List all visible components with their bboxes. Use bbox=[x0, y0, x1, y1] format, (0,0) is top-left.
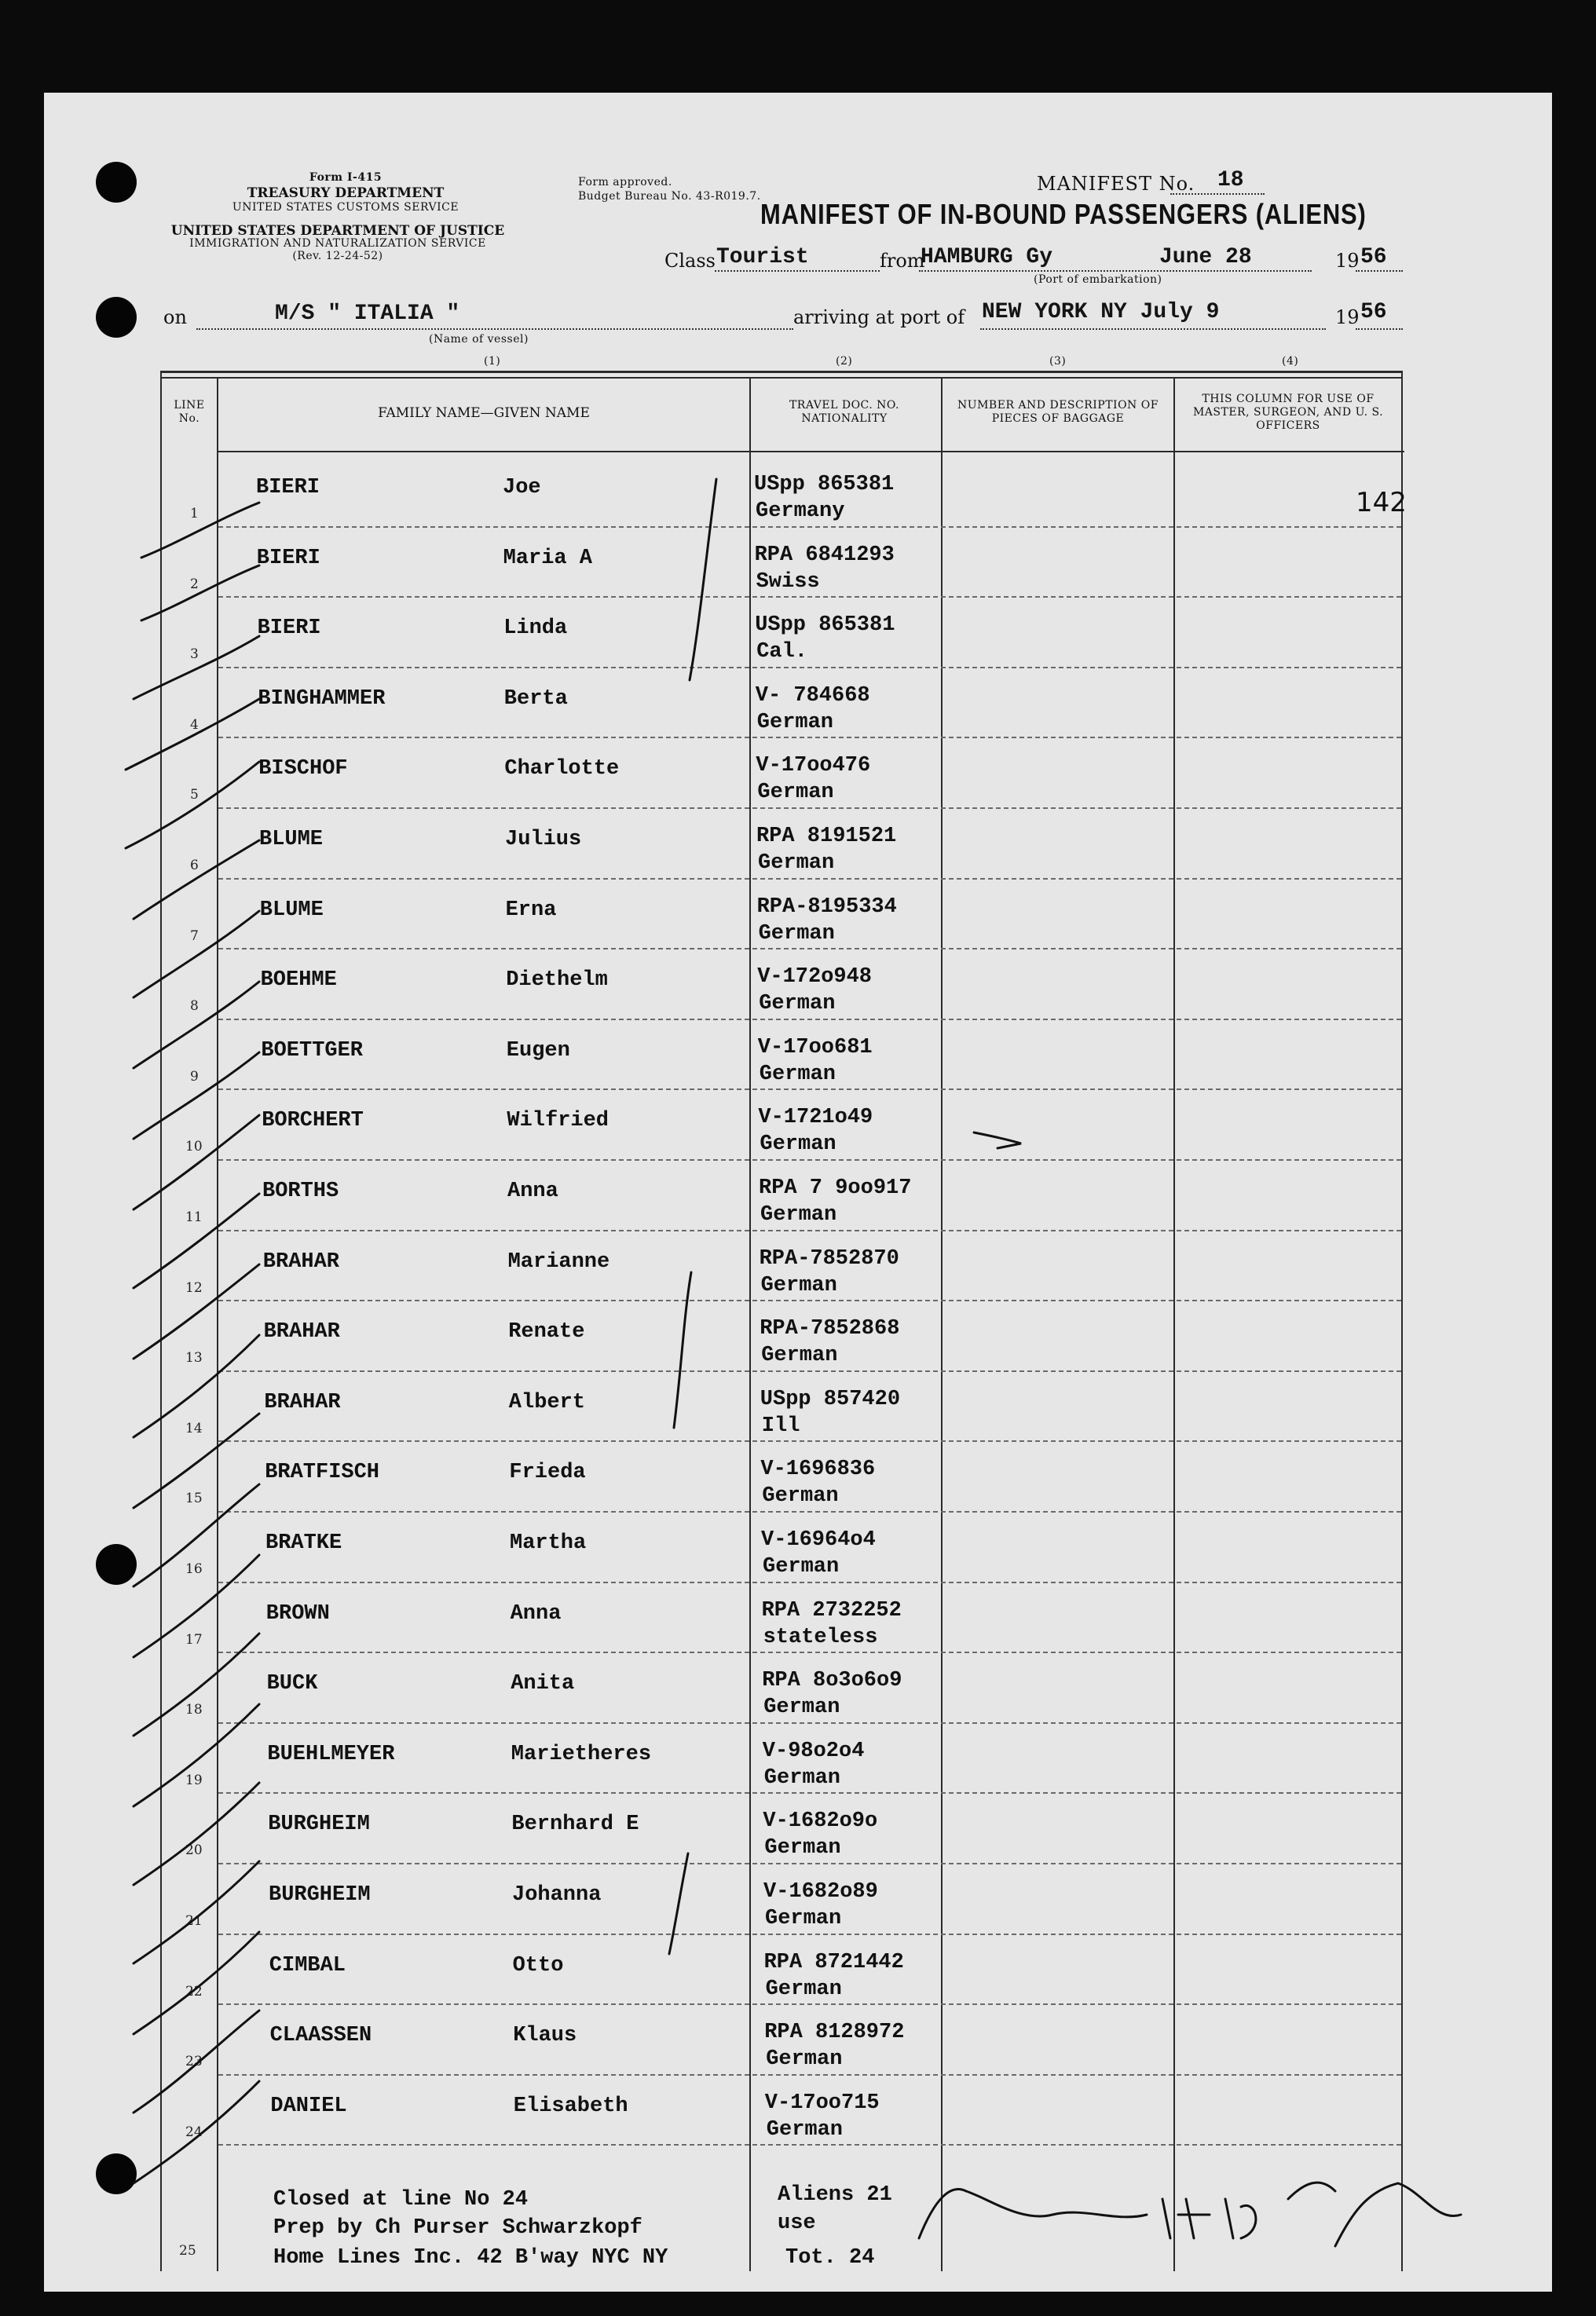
family-name: BRATKE bbox=[265, 1531, 342, 1555]
row-divider bbox=[218, 2144, 1401, 2146]
family-name: BRAHAR bbox=[264, 1390, 341, 1414]
given-name: Elisabeth bbox=[513, 2094, 628, 2118]
family-name: BOEHME bbox=[260, 968, 337, 993]
binder-hole-4 bbox=[96, 2153, 137, 2194]
line-number: 17 bbox=[185, 1631, 203, 1648]
family-name: BOETTGER bbox=[261, 1038, 364, 1063]
family-name: BIERI bbox=[256, 546, 320, 570]
row-divider bbox=[218, 737, 1401, 738]
family-name: BUCK bbox=[266, 1672, 318, 1696]
travel-doc-number: RPA-7852870 bbox=[759, 1246, 899, 1271]
line-number: 2 bbox=[190, 576, 199, 592]
given-name: Charlotte bbox=[504, 757, 620, 781]
travel-doc-number: V-1682o89 bbox=[763, 1880, 878, 1904]
given-name: Berta bbox=[503, 686, 568, 711]
family-name: BINGHAMMER bbox=[258, 686, 386, 711]
year-prefix-2: 19 bbox=[1335, 306, 1360, 328]
prepared-by: Prep by Ch Purser Schwarzkopf bbox=[273, 2216, 642, 2240]
header-name: FAMILY NAME—GIVEN NAME bbox=[378, 405, 590, 421]
travel-doc-number: RPA 8191521 bbox=[756, 825, 897, 848]
line-number: 3 bbox=[190, 646, 199, 663]
line-number: 22 bbox=[185, 1983, 203, 2000]
row-divider bbox=[218, 1863, 1401, 1864]
nationality: German bbox=[757, 781, 834, 805]
given-name: Anita bbox=[511, 1672, 575, 1696]
line-number: 1 bbox=[190, 506, 199, 521]
treasury-dept: TREASURY DEPARTMENT bbox=[247, 185, 445, 201]
row-divider bbox=[218, 526, 1401, 528]
port-embarkation-caption: (Port of embarkation) bbox=[1034, 273, 1162, 286]
row-divider bbox=[218, 1792, 1401, 1794]
line-number: 7 bbox=[190, 927, 199, 944]
travel-doc-number: RPA-7852868 bbox=[760, 1317, 900, 1341]
family-name: BRATFISCH bbox=[265, 1461, 380, 1485]
travel-doc-number: V- 784668 bbox=[755, 683, 870, 708]
manifest-title: MANIFEST OF IN-BOUND PASSENGERS (ALIENS) bbox=[760, 198, 1367, 230]
row-divider bbox=[218, 1230, 1401, 1231]
given-name: Otto bbox=[512, 1953, 564, 1978]
travel-doc-number: RPA 8o3o6o9 bbox=[762, 1669, 902, 1693]
family-name: CIMBAL bbox=[269, 1953, 346, 1978]
officer-note: 142 bbox=[1356, 487, 1407, 518]
given-name: Wilfried bbox=[507, 1109, 609, 1133]
travel-doc-number: USpp 857420 bbox=[760, 1387, 901, 1411]
row-divider bbox=[218, 1300, 1401, 1301]
row-divider bbox=[218, 2074, 1401, 2076]
given-name: Maria A bbox=[503, 546, 593, 570]
travel-doc-number: RPA 2732252 bbox=[761, 1598, 902, 1623]
given-name: Marietheres bbox=[511, 1742, 652, 1766]
given-name: Marianne bbox=[507, 1249, 610, 1274]
header-officers: THIS COLUMN FOR USE OF MASTER, SURGEON, AND U. S. OFFICERS bbox=[1192, 393, 1384, 432]
port-of-embarkation: HAMBURG Gy bbox=[921, 245, 1053, 269]
line-number: 20 bbox=[185, 1842, 203, 1859]
given-name: Klaus bbox=[513, 2024, 577, 2048]
travel-doc-number: USpp 865381 bbox=[754, 473, 895, 496]
line-number: 21 bbox=[185, 1913, 203, 1929]
nationality: Swiss bbox=[756, 569, 820, 594]
row-divider bbox=[218, 1934, 1401, 1935]
nationality: Germany bbox=[756, 499, 845, 523]
port-of-arrival: NEW YORK NY July 9 bbox=[982, 300, 1220, 324]
nationality: German bbox=[766, 2117, 844, 2142]
line-number: 16 bbox=[185, 1561, 203, 1577]
row-divider bbox=[218, 948, 1401, 949]
given-name: Martha bbox=[510, 1531, 587, 1555]
nationality: German bbox=[759, 992, 836, 1016]
embarkation-year: 56 bbox=[1360, 245, 1387, 269]
family-name: BURGHEIM bbox=[268, 1813, 370, 1837]
family-name: BRAHAR bbox=[263, 1320, 340, 1345]
given-name: Johanna bbox=[512, 1883, 602, 1907]
binder-hole-3 bbox=[96, 1544, 137, 1585]
col-num-3: (3) bbox=[1049, 355, 1067, 368]
ins-service: IMMIGRATION AND NATURALIZATION SERVICE bbox=[189, 237, 486, 250]
given-name: Albert bbox=[508, 1390, 586, 1414]
row-divider bbox=[218, 1440, 1401, 1442]
nationality: German bbox=[760, 1132, 836, 1157]
budget-bureau: Budget Bureau No. 43-R019.7. bbox=[578, 190, 761, 203]
line-number: 12 bbox=[185, 1279, 203, 1296]
given-name: Renate bbox=[508, 1320, 585, 1345]
travel-doc-number: RPA 7 9oo917 bbox=[759, 1176, 912, 1200]
family-name: BROWN bbox=[265, 1601, 330, 1626]
nationality: Cal. bbox=[756, 640, 807, 664]
given-name: Anna bbox=[507, 1180, 558, 1203]
travel-doc-number: RPA 8128972 bbox=[764, 2021, 905, 2045]
row-divider bbox=[218, 1088, 1401, 1090]
customs-service: UNITED STATES CUSTOMS SERVICE bbox=[232, 201, 459, 214]
class-value: Tourist bbox=[716, 245, 809, 269]
family-name: BIERI bbox=[256, 476, 320, 499]
line-number: 11 bbox=[185, 1209, 203, 1225]
form-number: Form I-415 bbox=[309, 171, 383, 184]
line-number: 14 bbox=[185, 1420, 203, 1436]
shipping-company: Home Lines Inc. 42 B'way NYC NY bbox=[273, 2246, 668, 2270]
line-number: 18 bbox=[185, 1702, 203, 1718]
line-number: 6 bbox=[190, 858, 199, 873]
nationality: German bbox=[760, 1273, 837, 1297]
line-number: 19 bbox=[185, 1772, 203, 1788]
row-divider bbox=[218, 2003, 1401, 2005]
on-label: on bbox=[163, 306, 187, 328]
col-num-4: (4) bbox=[1282, 355, 1299, 368]
row-divider bbox=[218, 1722, 1401, 1724]
given-name: Eugen bbox=[506, 1038, 570, 1063]
class-label: Class bbox=[664, 250, 716, 272]
binder-hole-1 bbox=[96, 162, 137, 203]
nationality: stateless bbox=[763, 1625, 878, 1649]
family-name: BLUME bbox=[259, 898, 324, 922]
nationality: German bbox=[758, 921, 835, 946]
row-divider bbox=[218, 1370, 1401, 1372]
given-name: Joe bbox=[503, 476, 541, 499]
nationality: German bbox=[763, 1555, 840, 1579]
family-name: BURGHEIM bbox=[269, 1883, 371, 1907]
row-divider bbox=[218, 807, 1401, 809]
line-number: 10 bbox=[185, 1139, 203, 1155]
travel-doc-number: V-17oo681 bbox=[757, 1035, 873, 1059]
nationality: German bbox=[762, 1484, 839, 1509]
line-number-25: 25 bbox=[179, 2243, 196, 2259]
travel-doc-number: V-16964o4 bbox=[761, 1528, 876, 1552]
travel-doc-number: USpp 865381 bbox=[755, 613, 895, 638]
given-name: Bernhard E bbox=[511, 1813, 639, 1837]
nationality: German bbox=[759, 1062, 836, 1086]
row-divider bbox=[218, 1019, 1401, 1020]
use-note: use bbox=[778, 2212, 816, 2235]
vessel-name: M/S " ITALIA " bbox=[275, 302, 460, 326]
nationality: German bbox=[764, 1836, 841, 1860]
manifest-no-label: MANIFEST No. bbox=[1037, 173, 1195, 195]
given-name: Linda bbox=[503, 617, 568, 641]
nationality: Ill bbox=[761, 1414, 800, 1438]
binder-hole-2 bbox=[96, 297, 137, 338]
total-count: Tot. 24 bbox=[785, 2246, 875, 2270]
nationality: German bbox=[766, 2047, 843, 2072]
nationality: German bbox=[763, 1696, 840, 1720]
family-name: BUEHLMEYER bbox=[267, 1742, 395, 1766]
line-number: 15 bbox=[185, 1491, 203, 1507]
embarkation-date: June 28 bbox=[1159, 245, 1252, 269]
nationality: German bbox=[756, 710, 834, 734]
nationality: German bbox=[758, 851, 835, 875]
col-num-2: (2) bbox=[836, 355, 853, 368]
form-approved: Form approved. bbox=[578, 176, 672, 188]
arrival-year: 56 bbox=[1360, 300, 1387, 324]
travel-doc-number: RPA-8195334 bbox=[756, 895, 897, 919]
travel-doc-number: V-1682o9o bbox=[763, 1809, 878, 1834]
row-divider bbox=[218, 1511, 1401, 1513]
line-number: 23 bbox=[185, 2054, 203, 2070]
family-name: BIERI bbox=[257, 617, 321, 641]
nationality: German bbox=[765, 1977, 842, 2001]
from-label: from bbox=[880, 250, 925, 272]
travel-doc-number: V-98o2o4 bbox=[762, 1739, 865, 1763]
family-name: BLUME bbox=[259, 828, 324, 851]
travel-doc-number: V-172o948 bbox=[757, 965, 873, 990]
travel-doc-number: V-1721o49 bbox=[758, 1106, 873, 1130]
row-divider bbox=[218, 1159, 1401, 1161]
travel-doc-number: V-17oo715 bbox=[764, 2091, 880, 2115]
family-name: BORTHS bbox=[262, 1180, 339, 1203]
row-divider bbox=[218, 1652, 1401, 1653]
closed-at-line: Closed at line No 24 bbox=[273, 2188, 529, 2212]
header-travel-doc: TRAVEL DOC. NO. NATIONALITY bbox=[789, 399, 900, 425]
family-name: CLAASSEN bbox=[269, 2024, 372, 2048]
family-name: BORCHERT bbox=[262, 1109, 364, 1133]
nationality: German bbox=[763, 1765, 841, 1790]
form-revision: (Rev. 12-24-52) bbox=[292, 250, 383, 262]
line-number: 5 bbox=[190, 787, 199, 803]
year-prefix-1: 19 bbox=[1335, 250, 1360, 272]
col-num-1: (1) bbox=[484, 355, 501, 368]
arriving-label: arriving at port of bbox=[793, 306, 965, 328]
given-name: Anna bbox=[510, 1601, 562, 1626]
given-name: Julius bbox=[505, 828, 582, 851]
family-name: BISCHOF bbox=[258, 757, 348, 781]
family-name: BRAHAR bbox=[262, 1249, 340, 1274]
header-line-no: LINE No. bbox=[174, 399, 205, 425]
travel-doc-number: V-17oo476 bbox=[756, 754, 871, 778]
given-name: Diethelm bbox=[506, 968, 608, 993]
row-divider bbox=[218, 1582, 1401, 1583]
line-number: 8 bbox=[190, 998, 199, 1015]
travel-doc-number: V-1696836 bbox=[760, 1458, 876, 1482]
line-number: 24 bbox=[185, 2124, 203, 2140]
vessel-caption: (Name of vessel) bbox=[429, 333, 529, 346]
line-number: 4 bbox=[190, 716, 199, 733]
nationality: German bbox=[760, 1203, 837, 1227]
nationality: German bbox=[765, 1907, 842, 1930]
travel-doc-number: RPA 8721442 bbox=[763, 1950, 904, 1974]
aliens-count: Aliens 21 bbox=[778, 2183, 892, 2207]
header-baggage: NUMBER AND DESCRIPTION OF PIECES OF BAGGAGE bbox=[957, 399, 1159, 425]
given-name: Erna bbox=[505, 898, 557, 922]
travel-doc-number: RPA 6841293 bbox=[754, 543, 895, 567]
line-number: 13 bbox=[185, 1350, 203, 1367]
line-number: 9 bbox=[190, 1068, 199, 1085]
family-name: DANIEL bbox=[270, 2094, 347, 2118]
justice-dept: UNITED STATES DEPARTMENT OF JUSTICE bbox=[170, 223, 505, 239]
row-divider bbox=[218, 878, 1401, 880]
nationality: German bbox=[761, 1344, 838, 1368]
manifest-no-value: 18 bbox=[1217, 168, 1244, 192]
row-divider bbox=[218, 596, 1401, 598]
row-divider bbox=[218, 667, 1401, 668]
given-name: Frieda bbox=[509, 1461, 586, 1485]
